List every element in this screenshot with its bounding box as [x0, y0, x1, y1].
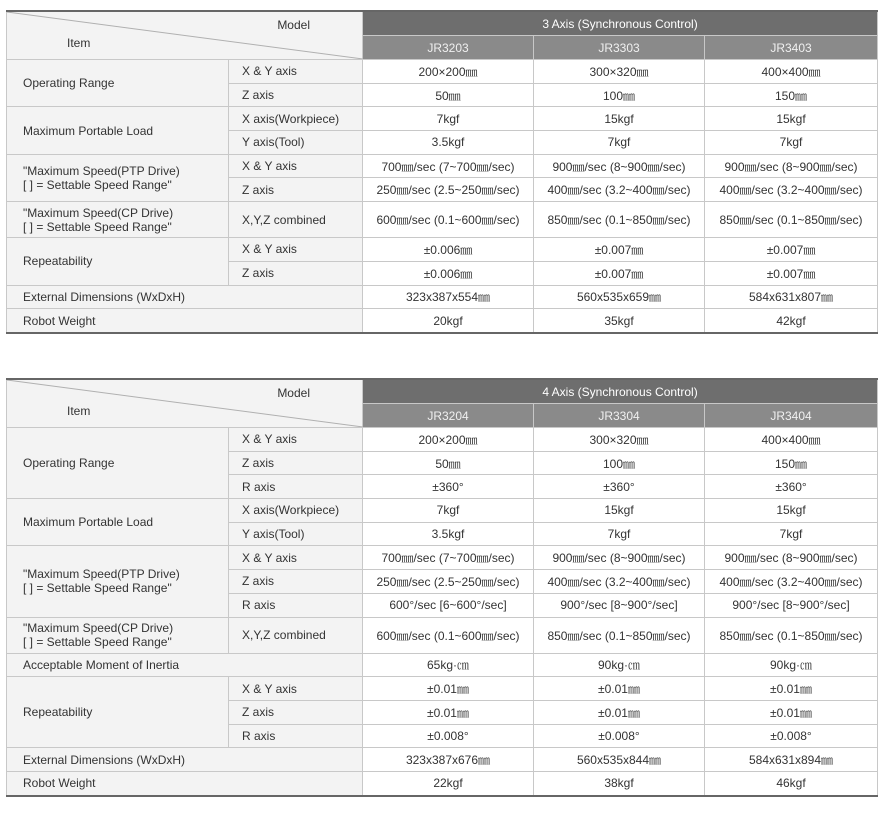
value-cell: 400㎜/sec (3.2~400㎜/sec): [705, 570, 878, 594]
value-cell: 15kgf: [705, 107, 878, 131]
table-row: [7, 546, 878, 570]
value-cell: 15kgf: [534, 499, 705, 523]
row-item: [7, 617, 229, 653]
row-sub: Z axis: [229, 570, 363, 594]
value-cell: 3.5kgf: [363, 522, 534, 546]
value-cell: ±360°: [363, 475, 534, 499]
value-cell: 7kgf: [534, 131, 705, 155]
row-item-line: [ ] = Settable Speed Range": [23, 581, 172, 596]
value-cell: ±0.008°: [363, 724, 534, 748]
value-cell: 150㎜: [705, 83, 878, 107]
value-cell: 15kgf: [705, 499, 878, 523]
value-cell: 323x387x554㎜: [363, 285, 534, 309]
value-cell: ±0.006㎜: [363, 238, 534, 262]
table-row: [7, 677, 878, 701]
model-header: JR3404: [705, 404, 878, 428]
value-cell: ±0.01㎜: [363, 700, 534, 724]
row-item: Repeatability: [7, 677, 229, 748]
value-cell: 900㎜/sec (8~900㎜/sec): [705, 154, 878, 178]
value-cell: 250㎜/sec (2.5~250㎜/sec): [363, 178, 534, 202]
model-label: Model: [277, 18, 310, 32]
table-row: [7, 309, 878, 333]
table-row: [7, 285, 878, 309]
value-cell: ±0.007㎜: [705, 238, 878, 262]
value-cell: 300×320㎜: [534, 60, 705, 84]
value-cell: 22kgf: [363, 771, 534, 795]
model-header: JR3403: [705, 36, 878, 60]
value-cell: 400㎜/sec (3.2~400㎜/sec): [705, 178, 878, 202]
row-sub: X & Y axis: [229, 677, 363, 701]
table-row: [7, 499, 878, 523]
value-cell: ±0.007㎜: [705, 261, 878, 285]
value-cell: ±0.01㎜: [534, 677, 705, 701]
row-item: [7, 546, 229, 617]
table-row: [7, 238, 878, 262]
value-cell: 300×320㎜: [534, 428, 705, 452]
value-cell: 7kgf: [363, 499, 534, 523]
row-sub: Z axis: [229, 261, 363, 285]
table-row: [7, 107, 878, 131]
row-item-line: "Maximum Speed(PTP Drive): [23, 567, 180, 582]
row-item: Operating Range: [7, 428, 229, 499]
value-cell: ±0.01㎜: [363, 677, 534, 701]
value-cell: ±360°: [534, 475, 705, 499]
value-cell: 400×400㎜: [705, 428, 878, 452]
table-row: [7, 748, 878, 772]
model-header: JR3303: [534, 36, 705, 60]
value-cell: 400×400㎜: [705, 60, 878, 84]
value-cell: 850㎜/sec (0.1~850㎜/sec): [534, 617, 705, 653]
value-cell: 900㎜/sec (8~900㎜/sec): [534, 154, 705, 178]
value-cell: 600㎜/sec (0.1~600㎜/sec): [363, 617, 534, 653]
value-cell: 600㎜/sec (0.1~600㎜/sec): [363, 202, 534, 238]
row-sub: X & Y axis: [229, 60, 363, 84]
value-cell: 900°/sec [8~900°/sec]: [705, 593, 878, 617]
value-cell: 400㎜/sec (3.2~400㎜/sec): [534, 570, 705, 594]
table-row: [7, 653, 878, 677]
value-cell: 38kgf: [534, 771, 705, 795]
row-item-line: "Maximum Speed(PTP Drive): [23, 163, 180, 178]
model-header: JR3304: [534, 404, 705, 428]
row-item-line: [ ] = Settable Speed Range": [23, 177, 172, 192]
row-sub: Z axis: [229, 83, 363, 107]
table-row: [7, 60, 878, 84]
value-cell: 200×200㎜: [363, 428, 534, 452]
value-cell: 850㎜/sec (0.1~850㎜/sec): [534, 202, 705, 238]
value-cell: 600°/sec [6~600°/sec]: [363, 593, 534, 617]
value-cell: 400㎜/sec (3.2~400㎜/sec): [534, 178, 705, 202]
value-cell: 900㎜/sec (8~900㎜/sec): [705, 546, 878, 570]
row-item: [7, 202, 229, 238]
row-item: [7, 154, 229, 201]
value-cell: 584x631x807㎜: [705, 285, 878, 309]
row-item: Robot Weight: [7, 771, 363, 795]
value-cell: 15kgf: [534, 107, 705, 131]
value-cell: ±0.01㎜: [705, 677, 878, 701]
value-cell: ±0.006㎜: [363, 261, 534, 285]
value-cell: 850㎜/sec (0.1~850㎜/sec): [705, 617, 878, 653]
row-sub: Z axis: [229, 451, 363, 475]
value-cell: ±0.007㎜: [534, 261, 705, 285]
value-cell: ±0.01㎜: [534, 700, 705, 724]
value-cell: 250㎜/sec (2.5~250㎜/sec): [363, 570, 534, 594]
value-cell: 90kg·㎝: [534, 653, 705, 677]
value-cell: 50㎜: [363, 451, 534, 475]
value-cell: 100㎜: [534, 83, 705, 107]
value-cell: 20kgf: [363, 309, 534, 333]
row-sub: X,Y,Z combined: [229, 617, 363, 653]
row-sub: R axis: [229, 475, 363, 499]
row-sub: X axis(Workpiece): [229, 107, 363, 131]
value-cell: 7kgf: [363, 107, 534, 131]
table-row: [7, 428, 878, 452]
value-cell: ±0.008°: [534, 724, 705, 748]
value-cell: 850㎜/sec (0.1~850㎜/sec): [705, 202, 878, 238]
value-cell: 560x535x844㎜: [534, 748, 705, 772]
row-item: Maximum Portable Load: [7, 107, 229, 154]
row-item: External Dimensions (WxDxH): [7, 285, 363, 309]
row-item: Maximum Portable Load: [7, 499, 229, 546]
value-cell: 35kgf: [534, 309, 705, 333]
row-sub: R axis: [229, 724, 363, 748]
item-label: Item: [67, 404, 91, 418]
value-cell: ±360°: [705, 475, 878, 499]
row-sub: X & Y axis: [229, 238, 363, 262]
table-row: [7, 617, 878, 653]
row-sub: R axis: [229, 593, 363, 617]
row-sub: Z axis: [229, 700, 363, 724]
value-cell: 150㎜: [705, 451, 878, 475]
value-cell: 900°/sec [8~900°/sec]: [534, 593, 705, 617]
model-header: JR3204: [363, 404, 534, 428]
value-cell: 100㎜: [534, 451, 705, 475]
value-cell: 700㎜/sec (7~700㎜/sec): [363, 154, 534, 178]
row-sub: Z axis: [229, 178, 363, 202]
value-cell: 46kgf: [705, 771, 878, 795]
value-cell: ±0.007㎜: [534, 238, 705, 262]
value-cell: 7kgf: [534, 522, 705, 546]
row-sub: Y axis(Tool): [229, 131, 363, 155]
row-sub: X axis(Workpiece): [229, 499, 363, 523]
header-corner: [7, 379, 363, 428]
value-cell: 584x631x894㎜: [705, 748, 878, 772]
value-cell: 3.5kgf: [363, 131, 534, 155]
model-header: JR3203: [363, 36, 534, 60]
header-corner: [7, 11, 363, 60]
value-cell: 200×200㎜: [363, 60, 534, 84]
row-sub: X,Y,Z combined: [229, 202, 363, 238]
row-item-line: "Maximum Speed(CP Drive): [23, 205, 174, 220]
row-item-line: "Maximum Speed(CP Drive): [23, 621, 174, 635]
table-row: [7, 154, 878, 178]
value-cell: 50㎜: [363, 83, 534, 107]
row-item-line: [ ] = Settable Speed Range": [23, 635, 172, 649]
value-cell: 42kgf: [705, 309, 878, 333]
row-sub: X & Y axis: [229, 154, 363, 178]
row-item: Robot Weight: [7, 309, 363, 333]
row-sub: Y axis(Tool): [229, 522, 363, 546]
value-cell: ±0.008°: [705, 724, 878, 748]
row-item: External Dimensions (WxDxH): [7, 748, 363, 772]
table-row: [7, 771, 878, 795]
value-cell: 65kg·㎝: [363, 653, 534, 677]
group-title: 4 Axis (Synchronous Control): [363, 379, 878, 404]
item-label: Item: [67, 36, 91, 50]
spec-table-4-axis: [6, 378, 878, 797]
row-item: Operating Range: [7, 60, 229, 107]
value-cell: 90kg·㎝: [705, 653, 878, 677]
row-item: Repeatability: [7, 238, 229, 285]
group-title: 3 Axis (Synchronous Control): [363, 11, 878, 36]
value-cell: ±0.01㎜: [705, 700, 878, 724]
value-cell: 700㎜/sec (7~700㎜/sec): [363, 546, 534, 570]
row-sub: X & Y axis: [229, 546, 363, 570]
table-row: [7, 202, 878, 238]
value-cell: 7kgf: [705, 131, 878, 155]
row-item: Acceptable Moment of Inertia: [7, 653, 363, 677]
value-cell: 7kgf: [705, 522, 878, 546]
value-cell: 900㎜/sec (8~900㎜/sec): [534, 546, 705, 570]
value-cell: 323x387x676㎜: [363, 748, 534, 772]
row-sub: X & Y axis: [229, 428, 363, 452]
value-cell: 560x535x659㎜: [534, 285, 705, 309]
model-label: Model: [277, 386, 310, 400]
spec-table-3-axis: [6, 10, 878, 334]
row-item-line: [ ] = Settable Speed Range": [23, 219, 172, 234]
